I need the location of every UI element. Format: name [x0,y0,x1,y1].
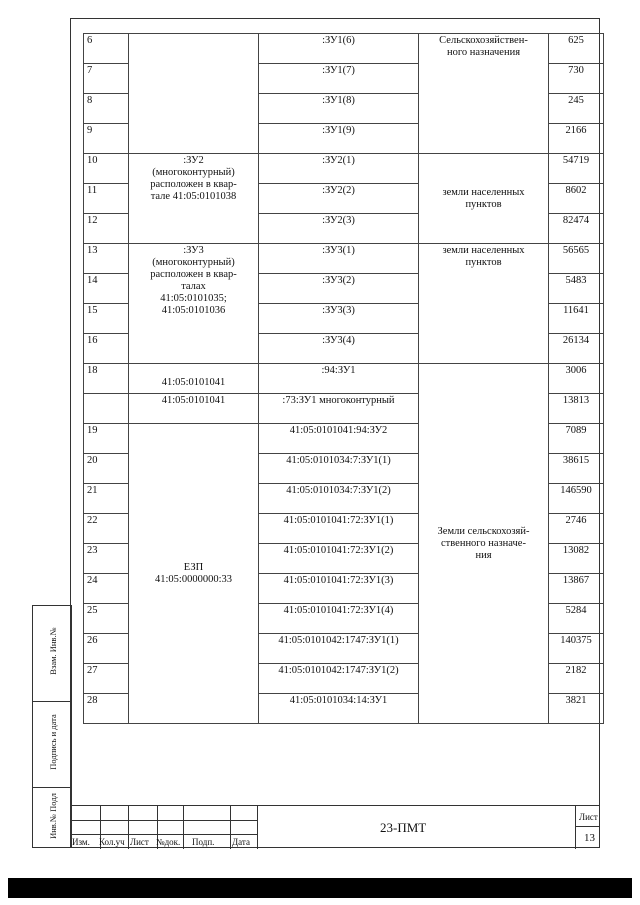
row-number: 10 [84,154,129,184]
land-category-cell [419,154,549,244]
land-category-line: земли населенных [442,186,525,198]
parcel-group-line: 41:05:0101036 [161,305,226,316]
stamp-izm: Изм. [72,837,90,847]
footer-bar [8,878,632,898]
parcel-id-cell: 41:05:0101041:72:ЗУ1(2) [259,544,419,574]
area-cell: 3821 [549,694,604,724]
parcel-group-cell [129,424,259,724]
parcel-id-cell: :ЗУ3(2) [259,274,419,304]
parcel-group-cell [129,154,259,244]
row-number: 25 [84,604,129,634]
parcel-id-cell: :ЗУ1(8) [259,94,419,124]
parcel-id-cell: 41:05:0101041:94:ЗУ2 [259,424,419,454]
area-cell: 13082 [549,544,604,574]
side-label-vzam: Взам. Инв.№ [48,627,58,675]
row-number: 7 [84,64,129,94]
parcel-id-cell: 41:05:0101034:14:ЗУ1 [259,694,419,724]
row-number: 21 [84,484,129,514]
row-number [84,394,129,424]
parcel-group-line: 41:05:0101035; [160,293,227,304]
stamp-list-label: Лист [579,812,598,822]
area-cell: 7089 [549,424,604,454]
parcel-id-cell: :94:ЗУ1 [259,364,419,394]
area-cell: 38615 [549,454,604,484]
land-category-line: пунктов [465,257,502,268]
row-number: 24 [84,574,129,604]
parcel-id-cell: :ЗУ2(2) [259,184,419,214]
area-cell: 3006 [549,364,604,394]
land-category-cell [419,244,549,364]
row-number: 12 [84,214,129,244]
parcel-group-line: ЕЗП [183,561,204,573]
parcel-id-cell: :73:ЗУ1 многоконтурный [259,394,419,424]
parcel-group-cell [129,34,259,154]
area-cell: 82474 [549,214,604,244]
side-stamp [32,605,72,848]
land-category-line: пунктов [465,198,502,210]
parcel-id-cell: :ЗУ3(4) [259,334,419,364]
area-cell: 2166 [549,124,604,154]
parcel-group-cell [129,244,259,364]
parcel-group-line [132,365,255,377]
parcel-id-cell: :ЗУ1(9) [259,124,419,154]
side-label-podpis: Подпись и дата [48,714,58,770]
parcel-group-line: :ЗУ2 [183,155,204,166]
parcel-id-cell: :ЗУ1(7) [259,64,419,94]
row-number: 8 [84,94,129,124]
land-category-line: Земли сельскохозяй- [437,525,530,537]
parcel-id-cell: 41:05:0101041:72:ЗУ1(3) [259,574,419,604]
land-category-line: земли населенных [442,245,525,256]
parcel-group-line: (многоконтурный) [152,257,235,268]
area-cell: 13813 [549,394,604,424]
area-cell: 625 [549,34,604,64]
row-number: 28 [84,694,129,724]
parcel-id-cell: :ЗУ3(3) [259,304,419,334]
parcel-id-cell: 41:05:0101041:72:ЗУ1(1) [259,514,419,544]
area-cell: 245 [549,94,604,124]
row-number: 19 [84,424,129,454]
land-category-line: ного назначения [446,47,521,58]
land-category-line: Сельскохозяйствен- [439,35,528,46]
parcel-id-cell: 41:05:0101042:1747:ЗУ1(2) [259,664,419,694]
row-number: 9 [84,124,129,154]
area-cell: 146590 [549,484,604,514]
table-row [84,34,604,64]
land-category-cell [419,364,549,724]
area-cell: 26134 [549,334,604,364]
parcel-id-cell: :ЗУ3(1) [259,244,419,274]
stamp-podp: Подп. [192,837,215,847]
stamp-page-number: 13 [584,832,595,844]
parcel-group-line: 41:05:0000000:33 [154,573,232,585]
row-number: 11 [84,184,129,214]
row-number: 6 [84,34,129,64]
parcel-group-line: расположен в квар- [150,179,237,190]
land-category-cell [419,34,549,154]
area-cell: 140375 [549,634,604,664]
parcel-id-cell: 41:05:0101034:7:ЗУ1(2) [259,484,419,514]
parcel-group-cell [129,394,259,424]
land-category-line: ния [475,549,492,561]
area-cell: 5483 [549,274,604,304]
stamp-kolch: Кол.уч [99,837,125,847]
parcel-group-line: 41:05:0101041 [161,395,226,406]
row-number: 13 [84,244,129,274]
row-number: 16 [84,334,129,364]
parcel-table [83,33,604,724]
parcel-group-line: талах [181,281,206,292]
area-cell: 2182 [549,664,604,694]
parcel-group-line: расположен в квар- [150,269,237,280]
area-cell: 54719 [549,154,604,184]
table-row [84,154,604,184]
parcel-group-line: 41:05:0101041 [161,377,226,388]
parcel-group-cell [129,364,259,394]
area-cell: 730 [549,64,604,94]
stamp-ndok: №док. [156,837,181,847]
parcel-id-cell: 41:05:0101034:7:ЗУ1(1) [259,454,419,484]
parcel-id-cell: 41:05:0101041:72:ЗУ1(4) [259,604,419,634]
area-cell: 11641 [549,304,604,334]
row-number: 14 [84,274,129,304]
title-block [70,805,600,849]
row-number: 27 [84,664,129,694]
stamp-list: Лист [130,837,149,847]
area-cell: 56565 [549,244,604,274]
land-category-line: ственного назначе- [441,537,526,549]
area-cell: 2746 [549,514,604,544]
area-cell: 13867 [549,574,604,604]
row-number: 22 [84,514,129,544]
area-cell: 5284 [549,604,604,634]
side-label-inv: Инв.№ Подл [48,793,58,839]
side-cell-inv [33,787,71,847]
parcel-id-cell: :ЗУ2(3) [259,214,419,244]
parcel-group-line: тале 41:05:0101038 [150,191,237,202]
row-number: 18 [84,364,129,394]
row-number: 23 [84,544,129,574]
stamp-data: Дата [232,837,250,847]
stamp-code: 23-ПМТ [380,820,427,835]
row-number: 15 [84,304,129,334]
parcel-id-cell: :ЗУ1(6) [259,34,419,64]
area-cell: 8602 [549,184,604,214]
table-row [84,244,604,274]
parcel-id-cell: :ЗУ2(1) [259,154,419,184]
table-row [84,364,604,394]
row-number: 26 [84,634,129,664]
parcel-group-line: :ЗУ3 [183,245,204,256]
parcel-group-line: (многоконтурный) [152,167,235,178]
parcel-id-cell: 41:05:0101042:1747:ЗУ1(1) [259,634,419,664]
row-number: 20 [84,454,129,484]
